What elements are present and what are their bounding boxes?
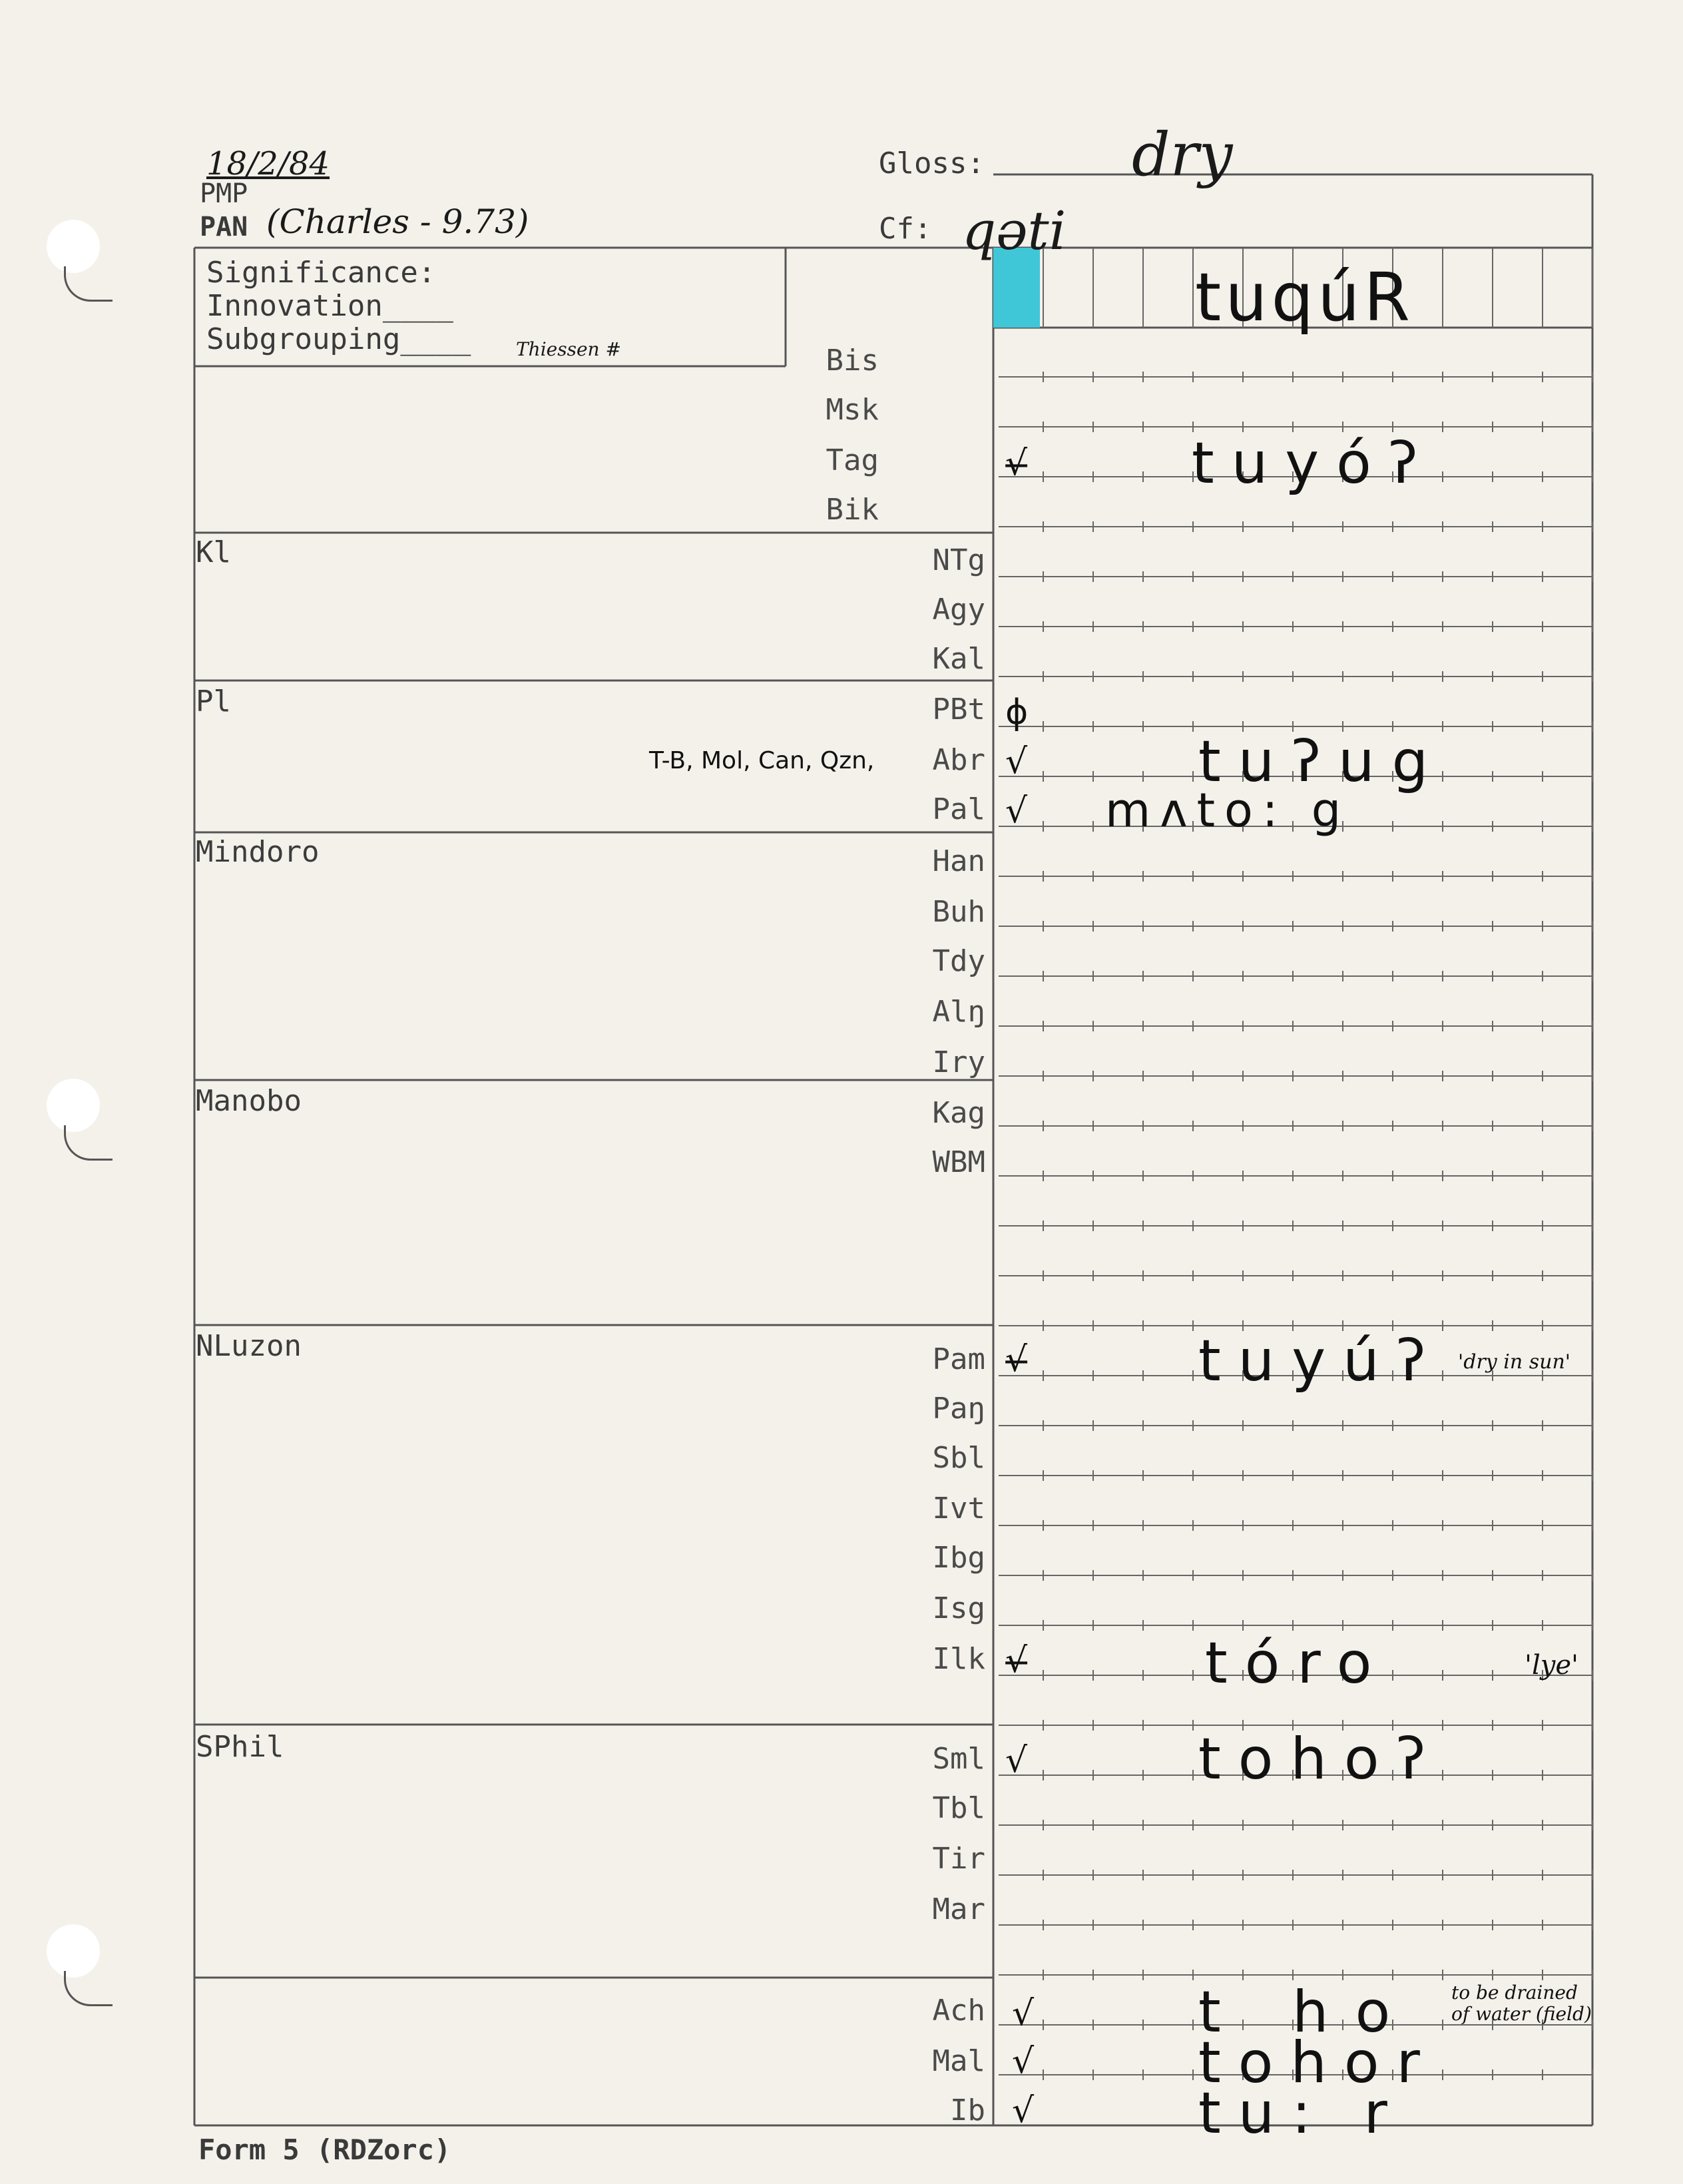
mark-pal: √ [1005, 791, 1028, 831]
innovation-label: Innovation____ [206, 289, 453, 323]
lang-kal: Kal [932, 642, 985, 676]
lang-ib: Ib [950, 2093, 985, 2127]
section-mindoro: Mindoro [196, 835, 320, 869]
lang-agy: Agy [932, 593, 985, 627]
subgrouping-label: Subgrouping____ [206, 322, 471, 356]
gloss-label: Gloss: [879, 146, 985, 180]
lang-mar: Mar [932, 1892, 985, 1926]
section-pl: Pl [196, 684, 231, 718]
lang-pan: Paŋ [932, 1392, 985, 1426]
mark-ib: √ [1012, 2091, 1035, 2131]
date: 18/2/84 [206, 145, 330, 182]
lang-ibg: Ibg [932, 1541, 985, 1575]
gloss-value: dry [1132, 120, 1233, 190]
lang-pbt: PBt [932, 692, 985, 726]
lang-mal: Mal [932, 2044, 985, 2078]
cf-value: qəti [962, 200, 1067, 262]
section-nluzon: NLuzon [196, 1329, 302, 1363]
lang-sbl: Sbl [932, 1441, 985, 1475]
mark-mal: √ [1012, 2042, 1035, 2081]
mark-abr: √ [1005, 742, 1028, 782]
note-pam: 'dry in sun' [1458, 1350, 1571, 1374]
section-manobo: Manobo [196, 1084, 302, 1118]
lang-tbl: Tbl [932, 1791, 985, 1825]
form-pam: tuyúʔ [1198, 1328, 1443, 1394]
lang-msk: Msk [826, 393, 879, 427]
form-mal: tohor [1198, 2030, 1437, 2096]
mark-pbt: ϕ [1005, 692, 1029, 732]
lang-alg: Alŋ [932, 995, 985, 1029]
mark-sml: √ [1005, 1741, 1028, 1780]
lang-iry: Iry [932, 1045, 985, 1079]
form-footer: Form 5 (RDZorc) [198, 2133, 451, 2166]
mark-ilk: √̶ [1005, 1641, 1028, 1681]
form-pal: mʌto: g [1105, 783, 1351, 838]
lang-sml: Sml [932, 1742, 985, 1776]
cf-label: Cf: [879, 212, 932, 246]
lang-buh: Buh [932, 895, 985, 929]
lang-kag: Kag [932, 1096, 985, 1130]
lang-abr: Abr [932, 743, 985, 777]
lang-bis: Bis [826, 344, 879, 378]
note-ach-2: of water (field) [1451, 2003, 1592, 2025]
lang-ilk: Ilk [932, 1642, 985, 1676]
lang-ach: Ach [932, 1994, 985, 2028]
lang-wbm: WBM [932, 1145, 985, 1179]
abr-sources: T-B, Mol, Can, Qzn, [649, 747, 875, 774]
form-ilk: tóro [1205, 1630, 1389, 1697]
proto-label-pmp: PMP [200, 178, 248, 209]
lang-tir: Tir [932, 1842, 985, 1876]
lang-isg: Isg [932, 1591, 985, 1625]
section-kl: Kl [196, 535, 231, 569]
mark-tag: √̶ [1005, 443, 1028, 483]
form-ach: t ho [1198, 1979, 1417, 2046]
lang-pal: Pal [932, 792, 985, 826]
lang-tag: Tag [826, 443, 879, 477]
form-abr: tuʔug [1198, 728, 1446, 795]
lang-bik: Bik [826, 493, 879, 527]
form-sml: tohoʔ [1198, 1726, 1443, 1792]
reconstruction: tuqúR [1195, 258, 1414, 336]
thiessen-note: Thiessen # [516, 338, 621, 360]
lang-ivt: Ivt [932, 1492, 985, 1525]
note-ilk: 'lye' [1525, 1650, 1579, 1681]
form-ib: tu: r [1198, 2080, 1405, 2147]
form-tag: tuyóʔ [1192, 430, 1435, 497]
lang-han: Han [932, 844, 985, 878]
section-sphil: SPhil [196, 1730, 284, 1764]
mark-ach: √ [1012, 1994, 1035, 2034]
lang-tdy: Tdy [932, 944, 985, 978]
proto-note: (Charles - 9.73) [266, 202, 529, 241]
significance-label: Significance: [206, 256, 436, 290]
lang-pam: Pam [932, 1342, 985, 1376]
lang-ntg: NTg [932, 543, 985, 577]
proto-label-pan: PAN [200, 212, 248, 242]
mark-pam: √̶ [1005, 1340, 1028, 1380]
note-ach-1: to be drained [1451, 1982, 1578, 2004]
